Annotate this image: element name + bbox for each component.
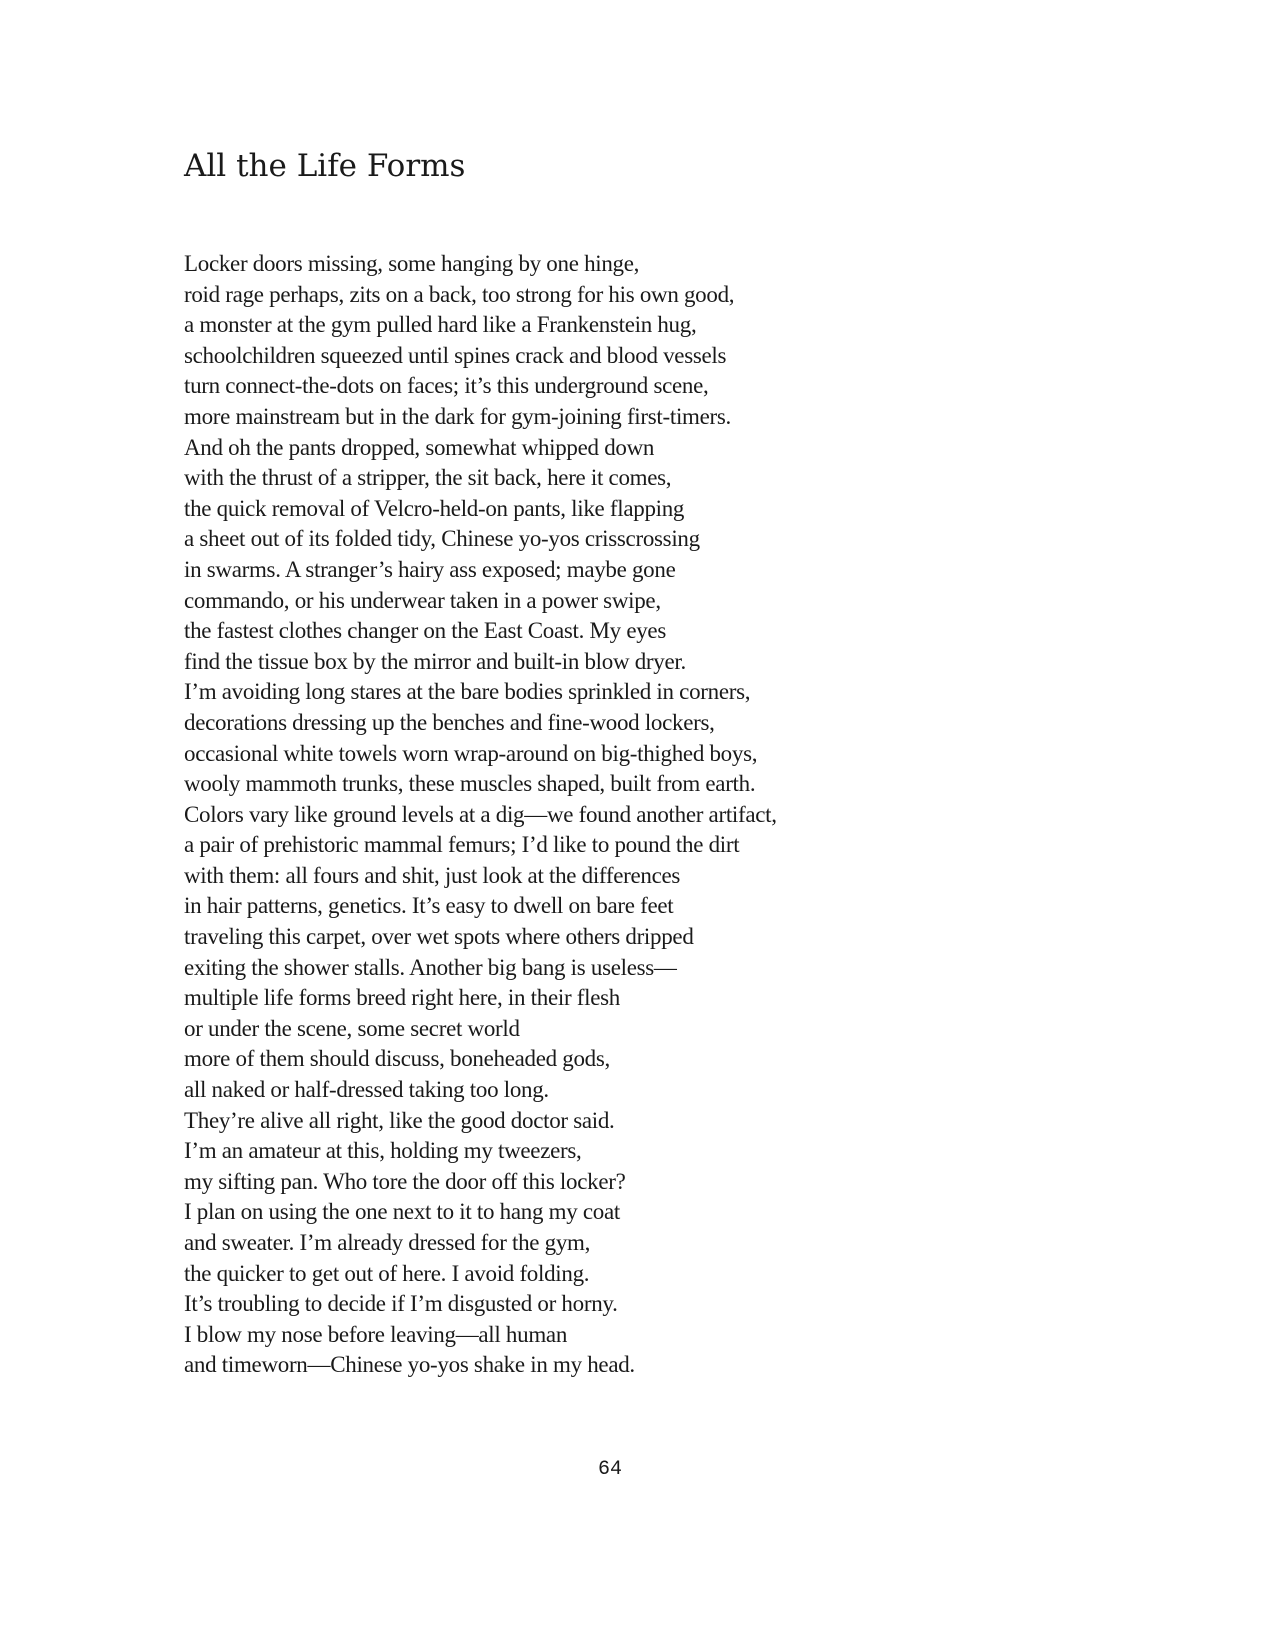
poem-line: I plan on using the one next to it to hang my coat (184, 1199, 620, 1225)
poem-line: and sweater. I’m already dressed for the gym, (184, 1230, 591, 1255)
poem-line: I’m an amateur at this, holding my tweezers, (184, 1138, 582, 1164)
poem-line: They’re alive all right, like the good doctor said. (184, 1107, 615, 1133)
poem-line: the quick removal of Velcro-held-on pants, like flapping (184, 495, 685, 521)
poem-line: find the tissue box by the mirror and built-in blow dryer. (184, 648, 686, 674)
poem-line: my sifting pan. Who tore the door off this locker? (184, 1168, 626, 1194)
poem-line: It’s troubling to decide if I’m disgusted or horny. (184, 1291, 618, 1317)
poem-line: commando, or his underwear taken in a power swipe, (184, 587, 661, 613)
poem-line: Locker doors missing, some hanging by one hinge, (184, 251, 640, 276)
poem-line: a pair of prehistoric mammal femurs; I’d like to pound the dirt (184, 832, 740, 858)
poem-title: All the Life Forms (184, 148, 466, 184)
page-number: 64 (597, 1458, 622, 1481)
poem-line: a monster at the gym pulled hard like a Frankenstein hug, (184, 312, 697, 338)
poem-line: roid rage perhaps, zits on a back, too strong for his own good, (184, 281, 735, 307)
poem-line: in swarms. A stranger’s hairy ass exposed; maybe gone (184, 556, 676, 582)
poem-line: exiting the shower stalls. Another big bang is useless— (184, 954, 677, 980)
poem-line: And oh the pants dropped, somewhat whipped down (184, 434, 655, 460)
poem-line: all naked or half-dressed taking too long. (184, 1077, 549, 1103)
poem-line: wooly mammoth trunks, these muscles shaped, built from earth. (184, 771, 756, 797)
poem-line: multiple life forms breed right here, in their flesh (184, 985, 620, 1011)
poem-line: Colors vary like ground levels at a dig—we found another artifact, (184, 801, 777, 827)
poem-line: I’m avoiding long stares at the bare bodies sprinkled in corners, (184, 679, 751, 705)
poem-line: more of them should discuss, boneheaded gods, (184, 1046, 610, 1072)
poem-line: occasional white towels worn wrap-around on big-thighed boys, (184, 740, 758, 766)
poem-line: I blow my nose before leaving—all human (184, 1321, 568, 1347)
poem-line: with the thrust of a stripper, the sit back, here it comes, (184, 465, 672, 491)
poem-line: and timeworn—Chinese yo-yos shake in my head. (184, 1352, 635, 1378)
poem-line: the quicker to get out of here. I avoid folding. (184, 1260, 590, 1286)
poem-body (184, 249, 777, 1381)
poem-line: the fastest clothes changer on the East Coast. My eyes (184, 618, 666, 644)
poem-line: with them: all fours and shit, just look at the differences (184, 862, 681, 888)
poem-line: more mainstream but in the dark for gym-joining first-timers. (184, 403, 731, 429)
poem-line: traveling this carpet, over wet spots where others dripped (184, 924, 694, 950)
poem-line: schoolchildren squeezed until spines crack and blood vessels (184, 342, 727, 368)
poem-line: in hair patterns, genetics. It’s easy to dwell on bare feet (184, 893, 674, 919)
poem-line: or under the scene, some secret world (184, 1015, 520, 1041)
poem-line: decorations dressing up the benches and fine-wood lockers, (184, 709, 715, 735)
poem-line: turn connect-the-dots on faces; it’s this underground scene, (184, 373, 709, 399)
poem-line: a sheet out of its folded tidy, Chinese yo-yos crisscrossing (184, 526, 700, 552)
